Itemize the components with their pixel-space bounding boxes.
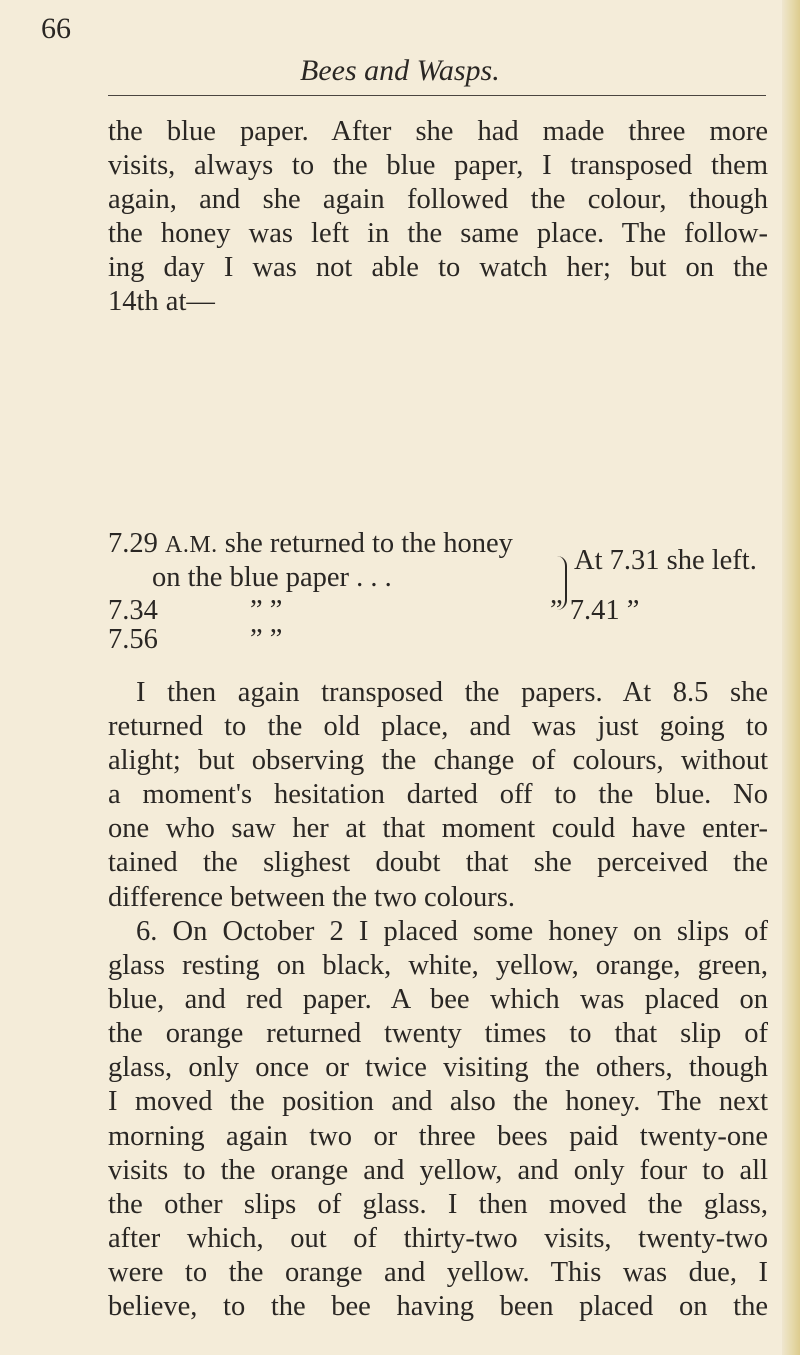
page-edge: [782, 0, 800, 1355]
text-line: believe, to the bee having been placed on the: [108, 1291, 768, 1323]
paragraph-3: [108, 915, 768, 1324]
text-line: 6. On October 2 I placed some honey on slips of: [136, 916, 768, 947]
text-line: glass resting on black, white, yellow, orange, green,: [108, 950, 768, 982]
timetable-row-3: [108, 595, 158, 627]
timetable-text: on the blue paper . . .: [152, 562, 392, 593]
text-line: tained the slighest doubt that she perceived the: [108, 847, 768, 879]
text-line: blue, and red paper. A bee which was placed on: [108, 984, 768, 1016]
paragraph-2: [108, 676, 768, 915]
timetable-note-2: [550, 595, 639, 627]
timetable-dittos-4: [250, 624, 282, 656]
text-line: after which, out of thirty-two visits, twenty-two: [108, 1222, 768, 1254]
text-line: one who saw her at that moment could have enter-: [108, 813, 768, 845]
timetable-row-4: [108, 624, 158, 656]
text-line: alight; but observing the change of colours, without: [108, 745, 768, 777]
text-line: were to the orange and yellow. This was due, I: [108, 1256, 768, 1288]
text-line: a moment's hesitation darted off to the blue. No: [108, 779, 768, 811]
text-line: 14th at—: [108, 286, 215, 318]
text-line: I moved the position and also the honey. The next: [108, 1086, 768, 1118]
timetable-text: she returned to the honey: [224, 528, 513, 559]
paragraph-1: [108, 115, 768, 320]
timetable-note-1: [574, 545, 757, 577]
text-line: the blue paper. After she had made three more: [108, 116, 768, 147]
time: 7.56: [108, 624, 158, 655]
text-line: returned to the old place, and was just going to: [108, 711, 768, 743]
running-head: Bees and Wasps.: [300, 54, 500, 87]
text-line: the honey was left in the same place. The follow-: [108, 218, 768, 250]
timetable-note: ” 7.41 ”: [550, 595, 640, 626]
text-line: glass, only once or twice visiting the others, though: [108, 1052, 768, 1084]
text-line: difference between the two colours.: [108, 881, 516, 913]
time-meridiem: A.M.: [165, 532, 218, 558]
timetable-row-1: [108, 528, 513, 560]
text-line: the other slips of glass. I then moved the glass,: [108, 1188, 768, 1220]
text-line: I then again transposed the papers. At 8.5 she: [136, 677, 768, 708]
ditto-marks: ” ”: [250, 595, 283, 626]
text-line: the orange returned twenty times to that slip of: [108, 1018, 768, 1050]
time: 7.29: [108, 528, 158, 559]
text-line: visits, always to the blue paper, I transposed them: [108, 150, 768, 182]
text-line: ing day I was not able to watch her; but on the: [108, 252, 768, 284]
text-line: again, and she again followed the colour, though: [108, 184, 768, 216]
text-line: morning again two or three bees paid twenty-one: [108, 1120, 768, 1152]
text-line: visits to the orange and yellow, and only four to all: [108, 1154, 768, 1186]
timetable-row-2: [152, 562, 392, 594]
timetable-dittos-3: [250, 595, 282, 627]
header-rule: [108, 95, 766, 96]
timetable-note: At 7.31 she left.: [574, 545, 757, 576]
page-number: 66: [41, 12, 71, 45]
ditto-marks: ” ”: [250, 624, 283, 655]
time: 7.34: [108, 595, 158, 626]
